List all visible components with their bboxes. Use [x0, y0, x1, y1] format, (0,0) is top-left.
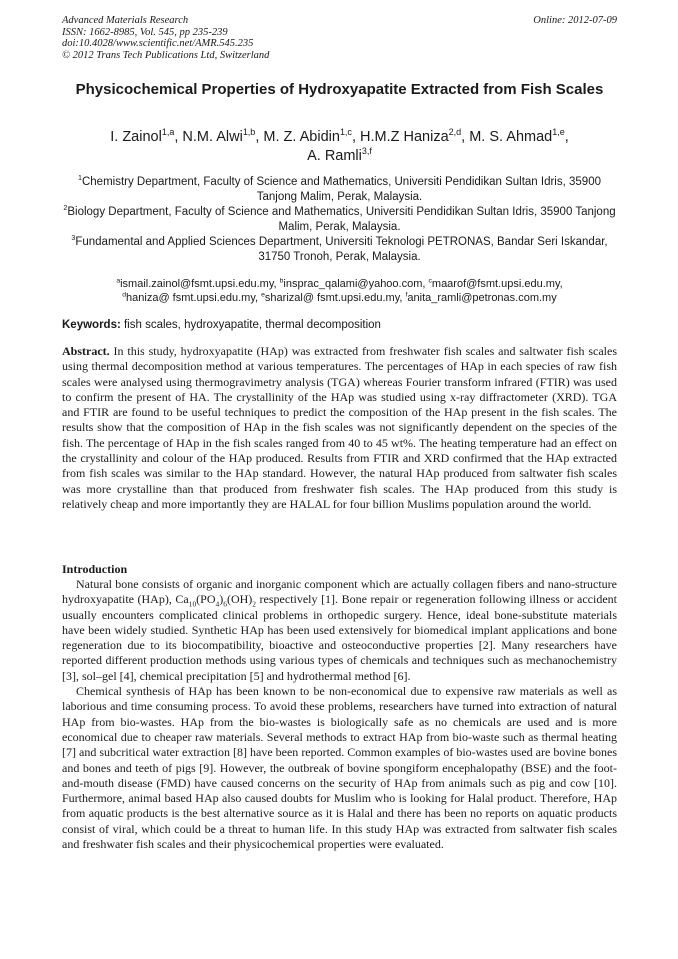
author-name: H.M.Z Haniza	[360, 129, 449, 145]
email-address[interactable]: sharizal@ fsmt.upsi.edu.my,	[264, 292, 406, 304]
keywords-label: Keywords:	[62, 319, 121, 331]
affiliation-list	[62, 175, 617, 265]
email-address[interactable]: anita_ramli@petronas.com.my	[407, 292, 557, 304]
author-affiliation-mark: 3,f	[361, 146, 372, 157]
formula-subscript: 10	[188, 599, 197, 609]
email-address[interactable]: maarof@fsmt.upsi.edu.my,	[431, 278, 563, 290]
email-mark: c	[428, 277, 432, 285]
abstract-text: In this study, hydroxyapatite (HAp) was extracted from freshwater fish scales and saltwater fish scales using thermal decomposition method at various temperatures. The percentages of HAp in each species of raw fish scales were analysed using thermogravimetry analysis (TGA) whereas Fourier transform infrared (FTIR) was used to confirm the present of HA. The crystallinity of the HAp was studied using x-ray diffractometer (XRD). TGA and FTIR are found to be useful techniques to predict the composition of the HAp present in the fish scales. The results show that the composition of HAp in the fish scales was not significantly dependent on the species of the fish. The percentage of HAp in the fish scales ranged from 40 to 45 wt%. The heating temperature had an effect on the crystallinity and colour of the HAp produced. Results from FTIR and XRD confirmed that the HAp extracted from fish scales was similar to the HAp standard. However, the natural HAp produced from saltwater fish scales was more crystalline than that produced from freshwater fish scales. The HAp produced from this study is relatively cheap and more importantly they are HALAL for four billion Muslims population around the world.	[62, 344, 617, 511]
email-mark: d	[122, 291, 127, 299]
author-affiliation-mark: 1,b	[242, 127, 256, 138]
intro-paragraph: Chemical synthesis of HAp has been known to be non-economical due to expensive raw materials as well as laborious and time consuming process. To avoid these problems, researchers have turned into extraction of natural HAp from bio-wastes. HAp from the bio-wastes is biologically safe as no chemicals are used and is more economical due to cheaper raw materials. Several methods to extract HAp from bio-waste such as thermal heating [7] and subcritical water extraction [8] have been reported. Common examples of bio-wastes used are bovine bones and bones and teeth of pigs [9]. However, the outbreak of bovine spongiform encephalopathy (BSE) and the foot-and-mouth disease (FMD) have caused concerns on the security of HAp from animals such as pig and cow [10]. Furthermore, animal based HAp also caused doubts for Muslim who is looking for Halal product. Therefore, HAp from aquatic products is the best alternative source as it is Halal and there has been no reports on aquatic products consist of viral, which could be a threat to human life. In this study HAp was extracted from saltwater fish scales and freshwater fish scales and their physicochemical properties were evaluated.	[62, 684, 617, 852]
paper-title: Physicochemical Properties of Hydroxyapatite Extracted from Fish Scales	[75, 81, 604, 98]
author-name: M. Z. Abidin	[263, 129, 340, 145]
author-name: N.M. Alwi	[182, 129, 243, 145]
author-name: A. Ramli	[307, 148, 362, 164]
introduction-body	[62, 577, 617, 852]
intro-text: (OH)	[226, 592, 253, 607]
keywords-text: fish scales, hydroxyapatite, thermal decomposition	[120, 319, 381, 331]
email-line	[62, 291, 617, 305]
formula-subscript: 4	[215, 599, 220, 609]
author-affiliation-mark: 1,e	[552, 127, 565, 138]
section-heading: Introduction	[62, 562, 128, 576]
affiliation	[62, 205, 617, 235]
author-list: I. Zainol$^{1,a}$, N.M. Alwi$^{1,b}$, M. Z. Abidin$^{1,c}$, H.M.Z Haniza$^{2,d}$, M. S. Ahmad$^{1,e}$, A. Ramli$^{3,f}$	[110, 127, 569, 164]
author-affiliation-mark: 1,c	[339, 127, 352, 138]
intro-text: (PO	[196, 592, 216, 607]
copyright-line: © 2012 Trans Tech Publications Ltd, Switzerland	[62, 49, 270, 61]
journal-header	[62, 15, 617, 61]
formula-subscript: 2	[252, 599, 256, 609]
author-name: M. S. Ahmad	[469, 129, 553, 145]
affiliation-number: 3	[71, 234, 76, 243]
keywords	[62, 318, 617, 333]
affiliation	[62, 175, 617, 205]
issn-line: ISSN: 1662-8985, Vol. 545, pp 235-239	[62, 26, 228, 38]
intro-text: respectively [1]. Bone repair or regeneration following illness or accident usually encounters complicated clinical problems in orthopedic surgery. Hence, ideal bone-substitute materials have been widely studied. Synthetic HAp has been used extensively for biomedical implant applications and bone regeneration due to its biocompatibility, bioactive and osteoconductive properties [2]. Many researchers have reported different production methods using various types of chemicals and techniques such as mechanochemistry [3], sol–gel [4], chemical precipitation [5] and hydrothermal method [6].	[62, 592, 617, 683]
abstract	[62, 344, 617, 512]
email-mark: f	[405, 291, 408, 299]
email-line	[62, 277, 617, 291]
affiliation-number: 1	[78, 174, 82, 183]
intro-text: Natural bone consists of organic and inorganic component which are actually collagen fibers and nano-structure hydroxyapatite (HAp), Ca	[62, 577, 617, 607]
author-affiliation-mark: 1,a	[161, 127, 175, 138]
intro-text: )	[219, 592, 224, 607]
doi-line: doi:10.4028/www.scientific.net/AMR.545.235	[62, 38, 254, 49]
email-mark: b	[279, 277, 284, 285]
abstract-label: Abstract.	[62, 344, 110, 358]
affiliation-text: Chemistry Department, Faculty of Science and Mathematics, Universiti Pendidikan Sultan Idris, 35900 Tanjong Malim, Perak, Malaysia.	[81, 176, 601, 203]
affiliation-text: Fundamental and Applied Sciences Department, Universiti Teknologi PETRONAS, Bandar Seri Iskandar, 31750 Tronoh, Perak, Malaysia.	[75, 236, 608, 263]
email-address[interactable]: insprac_qalami@yahoo.com,	[283, 278, 429, 290]
affiliation-text: Biology Department, Faculty of Science and Mathematics, Universiti Pendidikan Sultan Idris, 35900 Tanjong Malim, Perak, Malaysia.	[67, 206, 616, 233]
affiliation-number: 2	[63, 204, 68, 213]
abstract-paragraph	[62, 344, 617, 512]
formula-subscript: 6	[223, 599, 227, 609]
email-address[interactable]: ismail.zainol@fsmt.upsi.edu.my,	[120, 278, 280, 290]
intro-paragraph	[62, 577, 617, 684]
email-mark: e	[261, 291, 265, 299]
journal-name: Advanced Materials Research	[62, 15, 189, 26]
online-date: Online: 2012-07-09	[533, 15, 617, 26]
affiliation	[62, 235, 617, 265]
email-mark: a	[116, 277, 121, 285]
author-affiliation-mark: 2,d	[448, 127, 462, 138]
author-name: I. Zainol	[110, 129, 162, 145]
email-list	[62, 277, 617, 305]
email-address[interactable]: haniza@ fsmt.upsi.edu.my,	[126, 292, 262, 304]
